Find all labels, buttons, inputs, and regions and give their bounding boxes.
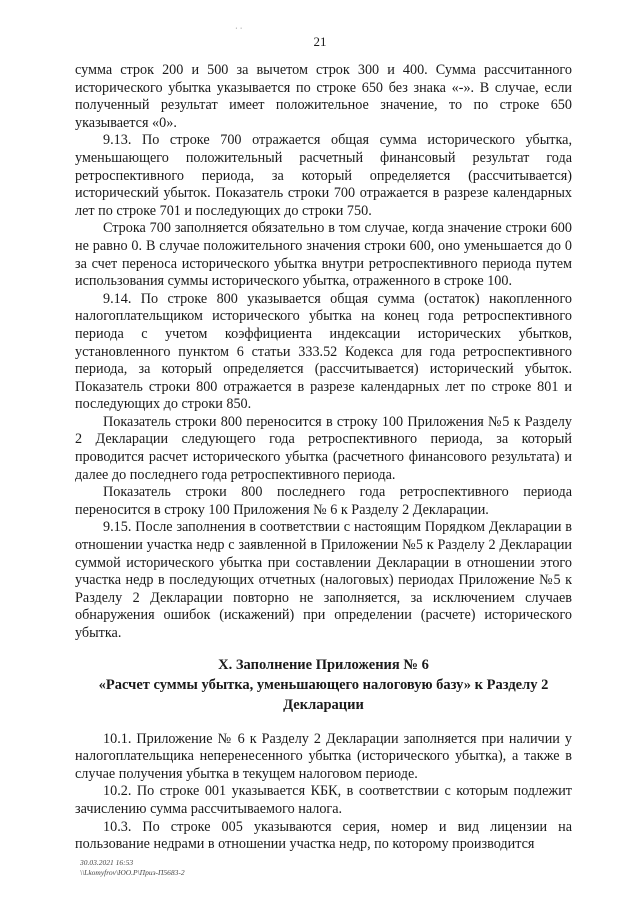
paragraph-10-3: 10.3. По строке 005 указываются серия, номер и вид лицензии на пользование недрами в отношении участка недр, по которому производится bbox=[75, 818, 572, 853]
paragraph-10-2: 10.2. По строке 001 указывается КБК, в соответствии с которым подлежит зачислению сумма рассчитываемого налога. bbox=[75, 783, 572, 817]
document-body bbox=[75, 62, 572, 854]
footer-path: \\Lkomyfrov\ЮО.Р\Приз-П5683-2 bbox=[80, 868, 185, 877]
paragraph-9-15: 9.15. После заполнения в соответствии с настоящим Порядком Декларации в отношении участка недр с заявленной в Приложении №5 к Разделу 2 Декларации суммой исторического убытка при составлении Декларации в отношении этого участка недр в последующих отчетных (налоговых) периодах Приложение №5 к Разделу 2 Декларации повторно не заполняется, за исключением случаев обнаружения ошибок (искажений) при определении (расчете) исторического убытка. bbox=[75, 519, 572, 641]
paragraph-10-1: 10.1. Приложение № 6 к Разделу 2 Декларации заполняется при наличии у налогоплательщика неперенесенного убытка (исторического убытка), а также в случае получения убытка в текущем налоговом периоде. bbox=[75, 730, 572, 782]
footer-date: 30.03.2021 16:53 bbox=[80, 858, 134, 867]
section-heading bbox=[75, 655, 572, 715]
page-number: 21 bbox=[313, 34, 327, 49]
section-heading-line1: X. Заполнение Приложения № 6 bbox=[218, 656, 429, 673]
paragraph-continuation: сумма строк 200 и 500 за вычетом строк 300 и 400. Сумма рассчитанного исторического убытка указывается по строке 650 без знака «-». В случае, если полученный результат имеет положительное значение, то по строке 650 указывается «0». bbox=[75, 62, 572, 131]
paragraph-line-800-transfer: Показатель строки 800 переносится в строку 100 Приложения №5 к Разделу 2 Декларации следующего года ретроспективного периода, за который проводится расчет исторического убытка (расчетного финансового результата) и далее до последнего года ретроспективного периода. bbox=[75, 413, 572, 483]
footer-stamp bbox=[80, 858, 185, 878]
section-heading-line2: «Расчет суммы убытка, уменьшающего налоговую базу» к Разделу 2 bbox=[98, 676, 549, 693]
scan-speck: ⋅ ⋅ bbox=[235, 24, 243, 33]
section-heading-line3: Декларации bbox=[283, 696, 364, 713]
paragraph-9-14: 9.14. По строке 800 указывается общая сумма (остаток) накопленного налогоплательщиком исторического убытка на конец года ретроспективного периода с учетом коэффициента индексации исторических убытков, установленного пунктом 6 статьи 333.52 Кодекса для года ретроспективного периода, за который определяется (рассчитывается) исторический убыток. Показатель строки 800 отражается в разрезе календарных лет по строке 801 и последующих до строки 850. bbox=[75, 290, 572, 413]
paragraph-line-800-last-year: Показатель строки 800 последнего года ретроспективного периода переносится в строку 100 Приложения № 6 к Разделу 2 Декларации. bbox=[75, 484, 572, 518]
paragraph-9-13: 9.13. По строке 700 отражается общая сумма исторического убытка, уменьшающего положительный расчетный финансовый результат года ретроспективного периода, за который определяется (рассчитывается) исторический убыток. Показатель строки 700 отражается в разрезе календарных лет по строке 701 и последующих до строки 750. bbox=[75, 132, 572, 219]
paragraph-line-700: Строка 700 заполняется обязательно в том случае, когда значение строки 600 не равно 0. В случае положительного значения строки 600, оно уменьшается до 0 за счет переноса исторического убытка внутри ретроспективного периода путем использования суммы исторического убытка, отраженного в строке 100. bbox=[75, 220, 572, 290]
